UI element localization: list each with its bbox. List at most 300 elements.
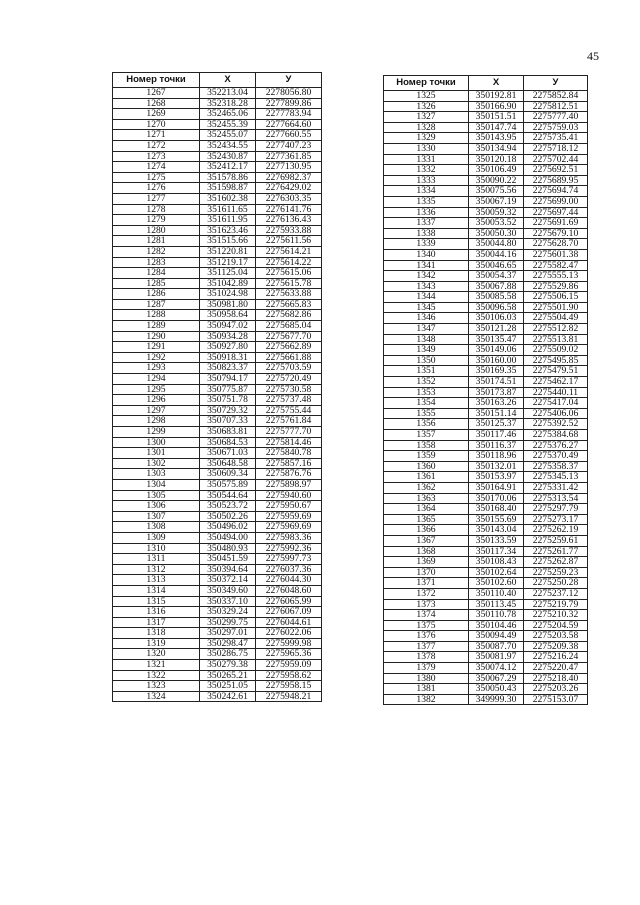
cell-x: 350059.32: [469, 207, 524, 218]
cell-point-number: 1314: [113, 585, 200, 596]
cell-y: 2276141.76: [256, 204, 322, 215]
cell-point-number: 1376: [384, 631, 469, 642]
table-row: [113, 458, 322, 469]
cell-x: 350132.01: [469, 461, 524, 472]
cell-point-number: 1316: [113, 607, 200, 618]
cell-point-number: 1369: [384, 557, 469, 568]
cell-point-number: 1359: [384, 451, 469, 462]
table-row: [384, 557, 588, 568]
cell-x: 350349.60: [200, 585, 256, 596]
table-row: [113, 140, 322, 151]
cell-y: 2275662.89: [256, 342, 322, 353]
cell-y: 2275509.02: [524, 345, 588, 356]
cell-x: 350242.61: [200, 691, 256, 702]
table-row: [384, 419, 588, 430]
cell-point-number: 1267: [113, 88, 200, 99]
table-row: [113, 236, 322, 247]
table-row: [384, 461, 588, 472]
cell-point-number: 1311: [113, 554, 200, 565]
cell-y: 2275406.06: [524, 408, 588, 419]
table-row: [384, 143, 588, 154]
table-row: [113, 607, 322, 618]
cell-y: 2275852.84: [524, 91, 588, 102]
cell-point-number: 1350: [384, 355, 469, 366]
cell-x: 350918.31: [200, 352, 256, 363]
cell-y: 2275633.88: [256, 289, 322, 300]
cell-x: 350451.59: [200, 554, 256, 565]
table-row: [113, 416, 322, 427]
cell-y: 2276136.43: [256, 215, 322, 226]
cell-y: 2275737.48: [256, 395, 322, 406]
table-row: [384, 525, 588, 536]
table-row: [113, 670, 322, 681]
table-row: [113, 193, 322, 204]
cell-x: 350143.04: [469, 525, 524, 536]
cell-point-number: 1320: [113, 649, 200, 660]
table-row: [113, 479, 322, 490]
cell-y: 2275959.69: [256, 511, 322, 522]
cell-point-number: 1332: [384, 165, 469, 176]
table-row: [384, 652, 588, 663]
table-header-row: [384, 76, 588, 91]
cell-y: 2275940.60: [256, 490, 322, 501]
cell-x: 352213.04: [200, 88, 256, 99]
table-row: [384, 271, 588, 282]
cell-x: 351515.66: [200, 236, 256, 247]
cell-y: 2275345.13: [524, 472, 588, 483]
cell-y: 2275220.47: [524, 663, 588, 674]
table-row: [113, 204, 322, 215]
cell-point-number: 1344: [384, 292, 469, 303]
table-row: [113, 151, 322, 162]
cell-x: 351598.87: [200, 183, 256, 194]
cell-y: 2275273.17: [524, 514, 588, 525]
table-row: [113, 162, 322, 173]
cell-x: 350297.01: [200, 628, 256, 639]
table-row: [384, 366, 588, 377]
cell-y: 2275755.44: [256, 405, 322, 416]
cell-point-number: 1358: [384, 440, 469, 451]
cell-y: 2275983.36: [256, 532, 322, 543]
cell-point-number: 1324: [113, 691, 200, 702]
cell-y: 2275992.36: [256, 543, 322, 554]
table-row: [384, 631, 588, 642]
cell-y: 2277407.23: [256, 140, 322, 151]
cell-point-number: 1362: [384, 482, 469, 493]
cell-y: 2276065.99: [256, 596, 322, 607]
table-row: [113, 405, 322, 416]
cell-x: 350609.34: [200, 469, 256, 480]
cell-x: 350090.22: [469, 175, 524, 186]
cell-x: 350480.93: [200, 543, 256, 554]
cell-y: 2275720.49: [256, 374, 322, 385]
table-row: [113, 638, 322, 649]
cell-y: 2275504.49: [524, 313, 588, 324]
cell-point-number: 1294: [113, 374, 200, 385]
cell-point-number: 1335: [384, 196, 469, 207]
cell-point-number: 1366: [384, 525, 469, 536]
cell-x: 350544.64: [200, 490, 256, 501]
cell-y: 2275857.16: [256, 458, 322, 469]
cell-y: 2275682.86: [256, 310, 322, 321]
cell-y: 2275555.13: [524, 271, 588, 282]
cell-y: 2275417.04: [524, 398, 588, 409]
cell-point-number: 1343: [384, 281, 469, 292]
cell-y: 2275529.86: [524, 281, 588, 292]
table-row: [384, 228, 588, 239]
cell-point-number: 1277: [113, 193, 200, 204]
cell-y: 2275501.90: [524, 302, 588, 313]
cell-point-number: 1293: [113, 363, 200, 374]
cell-y: 2275950.67: [256, 501, 322, 512]
cell-x: 350102.64: [469, 567, 524, 578]
cell-point-number: 1284: [113, 268, 200, 279]
cell-point-number: 1363: [384, 493, 469, 504]
table-row: [384, 504, 588, 515]
cell-point-number: 1325: [384, 91, 469, 102]
cell-y: 2275203.26: [524, 684, 588, 695]
cell-y: 2275376.27: [524, 440, 588, 451]
cell-y: 2275495.85: [524, 355, 588, 366]
table-row: [113, 183, 322, 194]
cell-x: 350169.35: [469, 366, 524, 377]
cell-x: 350251.05: [200, 681, 256, 692]
table-row: [113, 289, 322, 300]
coordinates-table-left: [112, 72, 322, 702]
cell-point-number: 1331: [384, 154, 469, 165]
cell-x: 350050.30: [469, 228, 524, 239]
cell-x: 350502.26: [200, 511, 256, 522]
cell-x: 350192.81: [469, 91, 524, 102]
cell-point-number: 1353: [384, 387, 469, 398]
cell-y: 2275694.74: [524, 186, 588, 197]
cell-y: 2275479.51: [524, 366, 588, 377]
cell-point-number: 1364: [384, 504, 469, 515]
cell-point-number: 1269: [113, 109, 200, 120]
cell-x: 350116.37: [469, 440, 524, 451]
table-row: [113, 109, 322, 120]
cell-point-number: 1292: [113, 352, 200, 363]
cell-point-number: 1286: [113, 289, 200, 300]
table-row: [384, 239, 588, 250]
cell-y: 2275370.49: [524, 451, 588, 462]
cell-point-number: 1274: [113, 162, 200, 173]
table-row: [113, 374, 322, 385]
cell-x: 350160.00: [469, 355, 524, 366]
cell-y: 2275876.76: [256, 469, 322, 480]
cell-x: 350117.34: [469, 546, 524, 557]
cell-x: 350496.02: [200, 522, 256, 533]
cell-y: 2275692.51: [524, 165, 588, 176]
cell-point-number: 1375: [384, 620, 469, 631]
cell-point-number: 1326: [384, 101, 469, 112]
table-row: [384, 398, 588, 409]
table-row: [113, 649, 322, 660]
cell-y: 2275812.51: [524, 101, 588, 112]
table-row: [384, 133, 588, 144]
cell-point-number: 1380: [384, 673, 469, 684]
cell-x: 350044.16: [469, 249, 524, 260]
cell-x: 350683.81: [200, 427, 256, 438]
table-row: [113, 660, 322, 671]
cell-point-number: 1296: [113, 395, 200, 406]
cell-x: 351611.65: [200, 204, 256, 215]
cell-y: 2275969.69: [256, 522, 322, 533]
header-x: X: [200, 73, 256, 88]
cell-y: 2276303.35: [256, 193, 322, 204]
table-row: [384, 154, 588, 165]
cell-y: 2275601.38: [524, 249, 588, 260]
table-row: [384, 493, 588, 504]
table-row: [113, 448, 322, 459]
cell-x: 350684.53: [200, 437, 256, 448]
table-row: [113, 554, 322, 565]
cell-point-number: 1371: [384, 578, 469, 589]
table-row: [113, 511, 322, 522]
cell-x: 352412.17: [200, 162, 256, 173]
table-row: [384, 249, 588, 260]
cell-point-number: 1345: [384, 302, 469, 313]
cell-point-number: 1338: [384, 228, 469, 239]
cell-y: 2276067.09: [256, 607, 322, 618]
cell-x: 350067.88: [469, 281, 524, 292]
cell-x: 350168.40: [469, 504, 524, 515]
cell-x: 350125.37: [469, 419, 524, 430]
cell-point-number: 1281: [113, 236, 200, 247]
table-row: [384, 408, 588, 419]
cell-x: 351611.95: [200, 215, 256, 226]
cell-y: 2275718.12: [524, 143, 588, 154]
cell-point-number: 1330: [384, 143, 469, 154]
cell-x: 350155.69: [469, 514, 524, 525]
cell-y: 2275628.70: [524, 239, 588, 250]
table-row: [384, 588, 588, 599]
table-row: [113, 427, 322, 438]
cell-x: 350106.03: [469, 313, 524, 324]
cell-point-number: 1289: [113, 321, 200, 332]
cell-y: 2275506.15: [524, 292, 588, 303]
cell-point-number: 1360: [384, 461, 469, 472]
cell-x: 350075.56: [469, 186, 524, 197]
cell-point-number: 1334: [384, 186, 469, 197]
table-row: [384, 355, 588, 366]
cell-y: 2275685.04: [256, 321, 322, 332]
page-number: 45: [587, 49, 599, 63]
cell-x: 350044.80: [469, 239, 524, 250]
cell-y: 2275703.59: [256, 363, 322, 374]
cell-y: 2275702.44: [524, 154, 588, 165]
cell-point-number: 1290: [113, 331, 200, 342]
cell-y: 2275689.95: [524, 175, 588, 186]
table-row: [384, 207, 588, 218]
cell-x: 350265.21: [200, 670, 256, 681]
table-row: [384, 175, 588, 186]
cell-x: 350494.00: [200, 532, 256, 543]
cell-x: 350648.58: [200, 458, 256, 469]
cell-y: 2276982.37: [256, 172, 322, 183]
cell-x: 350279.38: [200, 660, 256, 671]
cell-point-number: 1280: [113, 225, 200, 236]
cell-point-number: 1370: [384, 567, 469, 578]
header-point-number: Номер точки: [384, 76, 469, 91]
cell-x: 350085.58: [469, 292, 524, 303]
table-row: [384, 620, 588, 631]
cell-y: 2275611.56: [256, 236, 322, 247]
cell-point-number: 1291: [113, 342, 200, 353]
cell-point-number: 1305: [113, 490, 200, 501]
cell-y: 2275153.07: [524, 694, 588, 705]
cell-x: 350053.52: [469, 218, 524, 229]
cell-point-number: 1346: [384, 313, 469, 324]
cell-x: 350133.59: [469, 535, 524, 546]
cell-x: 351125.04: [200, 268, 256, 279]
cell-point-number: 1337: [384, 218, 469, 229]
cell-y: 2275262.19: [524, 525, 588, 536]
cell-x: 350729.32: [200, 405, 256, 416]
cell-point-number: 1368: [384, 546, 469, 557]
cell-point-number: 1347: [384, 324, 469, 335]
cell-point-number: 1299: [113, 427, 200, 438]
cell-x: 350794.17: [200, 374, 256, 385]
cell-x: 350110.78: [469, 610, 524, 621]
cell-y: 2275203.58: [524, 631, 588, 642]
header-x: X: [469, 76, 524, 91]
cell-y: 2275661.88: [256, 352, 322, 363]
cell-point-number: 1303: [113, 469, 200, 480]
cell-point-number: 1288: [113, 310, 200, 321]
cell-y: 2275216.24: [524, 652, 588, 663]
table-row: [384, 334, 588, 345]
cell-y: 2275219.79: [524, 599, 588, 610]
cell-y: 2277361.85: [256, 151, 322, 162]
cell-y: 2277660.55: [256, 130, 322, 141]
cell-point-number: 1354: [384, 398, 469, 409]
table-row: [384, 260, 588, 271]
table-row: [113, 564, 322, 575]
cell-x: 350174.51: [469, 377, 524, 388]
cell-y: 2275665.83: [256, 299, 322, 310]
cell-point-number: 1306: [113, 501, 200, 512]
cell-point-number: 1374: [384, 610, 469, 621]
cell-point-number: 1275: [113, 172, 200, 183]
cell-x: 350337.10: [200, 596, 256, 607]
table-row: [113, 490, 322, 501]
cell-y: 2275250.28: [524, 578, 588, 589]
header-y: У: [524, 76, 588, 91]
cell-y: 2275297.79: [524, 504, 588, 515]
cell-y: 2275840.78: [256, 448, 322, 459]
cell-point-number: 1351: [384, 366, 469, 377]
cell-point-number: 1349: [384, 345, 469, 356]
cell-point-number: 1352: [384, 377, 469, 388]
cell-y: 2275462.17: [524, 377, 588, 388]
cell-y: 2275965.36: [256, 649, 322, 660]
table-row: [384, 578, 588, 589]
table-row: [113, 299, 322, 310]
table-row: [113, 268, 322, 279]
cell-x: 350135.47: [469, 334, 524, 345]
cell-point-number: 1341: [384, 260, 469, 271]
cell-point-number: 1317: [113, 617, 200, 628]
cell-y: 2275697.44: [524, 207, 588, 218]
table-row: [384, 101, 588, 112]
cell-y: 2276429.02: [256, 183, 322, 194]
cell-y: 2276044.30: [256, 575, 322, 586]
table-row: [113, 352, 322, 363]
cell-x: 350050.43: [469, 684, 524, 695]
cell-x: 350110.40: [469, 588, 524, 599]
cell-point-number: 1318: [113, 628, 200, 639]
cell-x: 350166.90: [469, 101, 524, 112]
cell-x: 350947.02: [200, 321, 256, 332]
cell-point-number: 1301: [113, 448, 200, 459]
cell-point-number: 1297: [113, 405, 200, 416]
cell-x: 351220.81: [200, 246, 256, 257]
table-row: [384, 218, 588, 229]
cell-y: 2275933.88: [256, 225, 322, 236]
cell-x: 350707.33: [200, 416, 256, 427]
table-row: [384, 387, 588, 398]
cell-x: 350575.89: [200, 479, 256, 490]
table-row: [113, 321, 322, 332]
table-row: [113, 278, 322, 289]
cell-x: 350823.37: [200, 363, 256, 374]
cell-x: 350134.94: [469, 143, 524, 154]
cell-point-number: 1339: [384, 239, 469, 250]
cell-x: 350151.14: [469, 408, 524, 419]
table-row: [113, 691, 322, 702]
table-row: [113, 246, 322, 257]
table-row: [384, 313, 588, 324]
cell-x: 350170.06: [469, 493, 524, 504]
cell-x: 349999.30: [469, 694, 524, 705]
table-row: [113, 172, 322, 183]
cell-y: 2275392.52: [524, 419, 588, 430]
table-row: [384, 281, 588, 292]
cell-point-number: 1285: [113, 278, 200, 289]
cell-point-number: 1333: [384, 175, 469, 186]
cell-point-number: 1336: [384, 207, 469, 218]
cell-x: 350298.47: [200, 638, 256, 649]
table-row: [113, 681, 322, 692]
cell-x: 350149.06: [469, 345, 524, 356]
table-row: [384, 440, 588, 451]
cell-x: 350067.29: [469, 673, 524, 684]
table-row: [113, 310, 322, 321]
cell-y: 2276048.60: [256, 585, 322, 596]
table-row: [113, 628, 322, 639]
table-row: [384, 345, 588, 356]
table-row: [384, 302, 588, 313]
cell-point-number: 1300: [113, 437, 200, 448]
table-row: [384, 482, 588, 493]
table-row: [113, 469, 322, 480]
cell-y: 2275512.82: [524, 324, 588, 335]
table-row: [113, 98, 322, 109]
cell-point-number: 1283: [113, 257, 200, 268]
cell-x: 350104.46: [469, 620, 524, 631]
cell-x: 350067.19: [469, 196, 524, 207]
cell-y: 2275691.69: [524, 218, 588, 229]
table-row: [113, 501, 322, 512]
cell-y: 2275730.58: [256, 384, 322, 395]
cell-x: 350329.24: [200, 607, 256, 618]
table-row: [384, 430, 588, 441]
cell-point-number: 1273: [113, 151, 200, 162]
cell-y: 2275614.21: [256, 246, 322, 257]
cell-y: 2275898.97: [256, 479, 322, 490]
cell-point-number: 1271: [113, 130, 200, 141]
